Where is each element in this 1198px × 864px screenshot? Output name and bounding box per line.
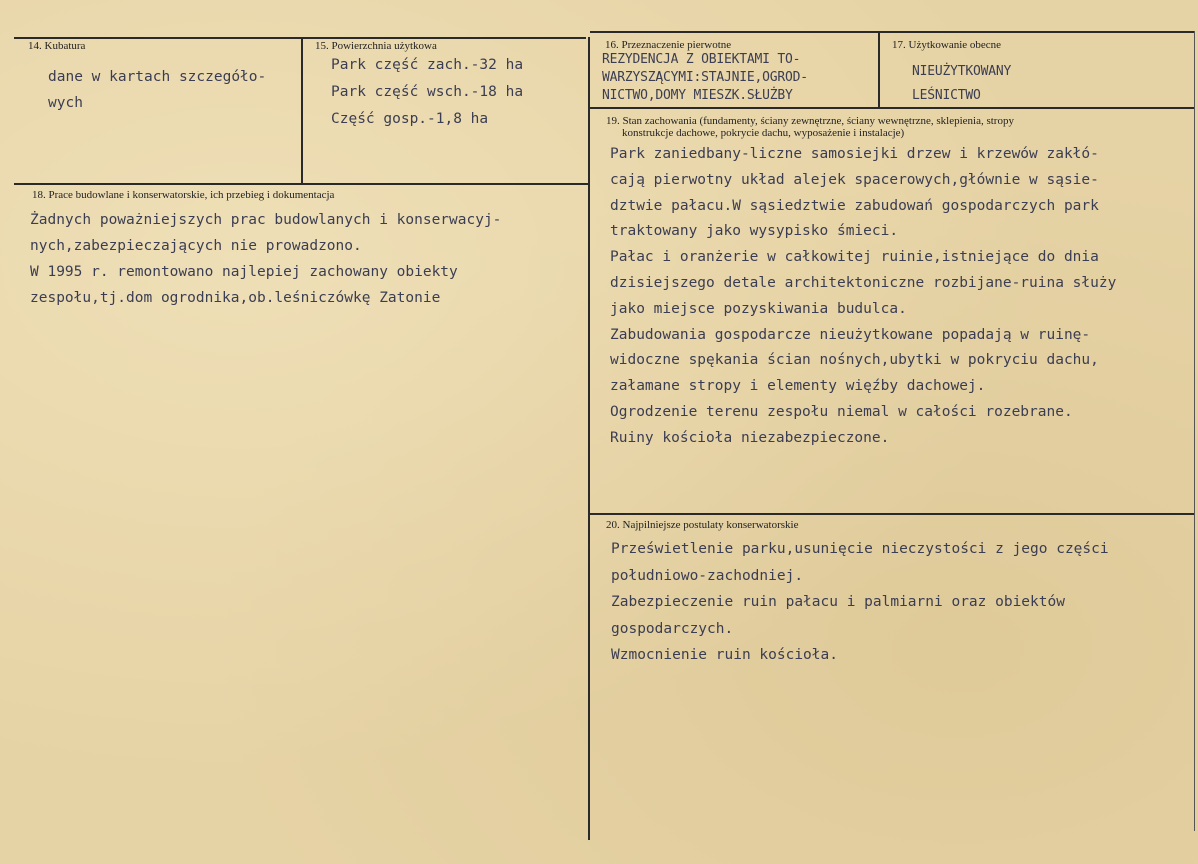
field-14-line: wych: [48, 95, 83, 111]
field-15-line: Park część wsch.-18 ha: [331, 84, 524, 100]
rule-above-20: [590, 513, 1195, 515]
field-20-line: Zabezpieczenie ruin pałacu i palmiarni oraz obiektów: [611, 594, 1065, 610]
field-18-line: W 1995 r. remontowano najlepiej zachowany obiekty: [30, 264, 458, 280]
field-14-label: 14. Kubatura: [28, 40, 86, 52]
divider-14-15: [301, 37, 303, 183]
field-17-label: 17. Użytkowanie obecne: [892, 39, 1002, 51]
field-18-label: 18. Prace budowlane i konserwatorskie, ich przebieg i dokumentacja: [32, 189, 335, 201]
top-rule-right: [590, 31, 1195, 33]
field-19-label-line: 19. Stan zachowania (fundamenty, ściany zewnętrzne, ściany wewnętrzne, sklepienia, stropy: [606, 115, 1014, 127]
field-16-line: REZYDENCJA Z OBIEKTAMI TO-: [602, 52, 801, 67]
field-19-line: Ogrodzenie terenu zespołu niemal w całości rozebrane.: [610, 403, 1073, 420]
field-15-line: Park część zach.-32 ha: [331, 57, 524, 73]
field-16-line: WARZYSZĄCYMI:STAJNIE,OGROD-: [602, 70, 808, 85]
field-15-text: [331, 52, 523, 133]
field-14-line: dane w kartach szczegóło-: [48, 69, 267, 85]
top-rule-left: [14, 37, 586, 39]
field-14-text: [48, 64, 266, 116]
rule-under-14-15: [14, 183, 588, 185]
field-20-line: gospodarczych.: [611, 620, 734, 637]
field-16-text: [602, 51, 808, 105]
field-20-label: 20. Najpilniejsze postulaty konserwatorskie: [606, 519, 799, 531]
field-20-line: Wzmocnienie ruin kościoła.: [611, 647, 838, 663]
field-19-line: dzisiejszego detale architektoniczne rozbijane-ruina służy: [610, 274, 1117, 291]
field-15-label: 15. Powierzchnia użytkowa: [315, 40, 437, 52]
field-19-line: załamane stropy i elementy więźby dachowej.: [610, 378, 986, 395]
field-19-line: dztwie pałacu.W sąsiedztwie zabudowań gospodarczych park: [610, 197, 1099, 214]
right-edge-line: [1194, 31, 1195, 831]
rule-under-16-17: [590, 107, 1195, 109]
field-19-line: Zabudowania gospodarcze nieużytkowane popadają w ruinę-: [610, 326, 1091, 343]
field-17-line: NIEUŻYTKOWANY: [912, 64, 1012, 79]
field-19-text: [610, 142, 1116, 452]
field-19-line: cają pierwotny układ alejek spacerowych,głównie w sąsie-: [610, 171, 1099, 188]
field-19-line: jako miejsce pozyskiwania budulca.: [610, 300, 907, 317]
field-20-line: południowo-zachodniej.: [611, 567, 804, 584]
divider-16-17: [878, 33, 880, 107]
field-20-line: Prześwietlenie parku,usunięcie nieczystości z jego części: [611, 541, 1109, 557]
field-18-line: zespołu,tj.dom ogrodnika,ob.leśniczówkę Zatonie: [30, 290, 441, 306]
field-19-line: widoczne spękania ścian nośnych,ubytki w pokryciu dachu,: [610, 352, 1099, 369]
field-16-line: NICTWO,DOMY MIESZK.SŁUŻBY: [602, 88, 793, 103]
field-17-line: LEŚNICTWO: [912, 88, 981, 103]
field-16-label: 16. Przeznaczenie pierwotne: [605, 39, 732, 51]
field-18-text: [30, 207, 501, 311]
field-17-text: [912, 60, 1011, 108]
field-19-label: [606, 115, 1014, 139]
field-19-label-line: konstrukcje dachowe, pokrycie dachu, wyposażenie i instalacje): [622, 127, 905, 139]
field-19-line: Ruiny kościoła niezabezpieczone.: [610, 429, 890, 446]
field-18-line: Żadnych poważniejszych prac budowlanych i konserwacyj-: [30, 212, 502, 228]
field-19-line: Park zaniedbany-liczne samosiejki drzew i krzewów zakłó-: [610, 146, 1099, 162]
field-20-text: [611, 536, 1109, 669]
main-column-divider: [588, 37, 590, 840]
field-18-line: nych,zabezpieczających nie prowadzono.: [30, 238, 362, 254]
field-19-line: traktowany jako wysypisko śmieci.: [610, 223, 899, 240]
field-15-line: Część gosp.-1,8 ha: [331, 111, 489, 127]
field-19-line: Pałac i oranżerie w całkowitej ruinie,istniejące do dnia: [610, 249, 1099, 266]
